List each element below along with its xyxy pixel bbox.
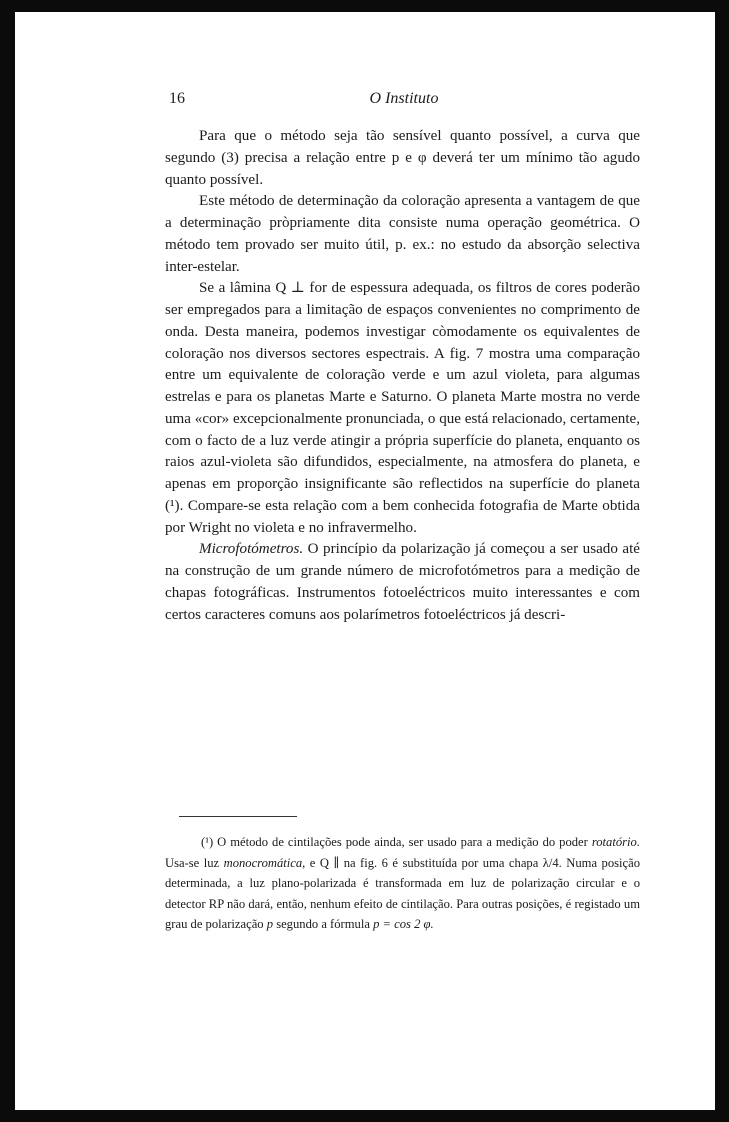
paragraph-4-text: O princípio da polarização já começou a ser usado até na construção de um grande número de microfotómetros para a medição de chapas fotográficas. Instrumentos fotoeléctricos muito interessantes e com certos caracteres comuns aos polarímetros fotoeléctricos já descri- <box>165 541 640 623</box>
footnote-text-2: Usa-se luz <box>165 855 224 870</box>
paragraph-1: Para que o método seja tão sensível quanto possível, a curva que segundo (3) precisa a relação entre p e φ deverá ter um mínimo tão agudo quanto possível. <box>165 128 640 188</box>
section-lead: Microfotómetros. <box>199 541 304 558</box>
footnote-marker: (¹) <box>201 835 214 849</box>
paragraph-4 <box>165 539 640 626</box>
running-title: O Instituto <box>369 90 439 107</box>
footnote-text-4: segundo a fórmula <box>273 917 374 931</box>
footnote-formula: p = cos 2 φ. <box>373 917 434 931</box>
page-number: 16 <box>169 90 185 107</box>
footnote-paragraph <box>165 832 640 935</box>
page-header <box>169 90 639 114</box>
paragraph-2: Este método de determinação da coloração apresenta a vantagem de que a determinação pròpriamente dita consiste numa operação geométrica. O método tem provado ser muito útil, p. ex.: no estudo da absorção selectiva inter-estelar. <box>165 193 640 275</box>
footnote-italic-2: monocromática, <box>223 855 306 870</box>
body-text <box>165 126 640 626</box>
paragraph-3: Se a lâmina Q ⊥ for de espessura adequada, os filtros de cores poderão ser empregados para a limitação de espaços convenientes no comprimento de onda. Desta maneira, podemos investigar còmodamente os equivalentes de coloração nos diversos sectores espectrais. A fig. 7 mostra uma comparação entre um equivalente de coloração verde e um azul violeta, para algumas estrelas e para os planetas Marte e Saturno. O planeta Marte mostra no verde uma «cor» excepcionalmente pronunciada, o que está relacionado, certamente, com o facto de a luz verde atingir a própria superfície do planeta, enquanto os raios azul-violeta são difundidos, especialmente, na atmosfera do planeta, e apenas em proporção insignificante são reflectidos na superfície do planeta (¹). Compare-se esta relação com a bem conhecida fotografia de Marte obtida por Wright no violeta e no infravermelho. <box>165 280 640 536</box>
footnote-rule <box>179 816 297 817</box>
footnote-text-3: e Q ∥ na fig. 6 é substituída por uma chapa λ/4. Numa posição determinada, a luz plano-polarizada é transformada em luz de polarização circular e o detector RP não dará, então, nenhum efeito de cintilação. Para outras posições, é registado um grau de polarização <box>165 855 640 931</box>
footnote-symbol-p: p <box>266 917 274 931</box>
book-page <box>15 12 715 1110</box>
footnote-italic-1: rotatório. <box>591 835 640 849</box>
footnote-text-1: O método de cintilações pode ainda, ser usado para a medição do poder <box>213 835 592 849</box>
footnote <box>165 832 640 935</box>
